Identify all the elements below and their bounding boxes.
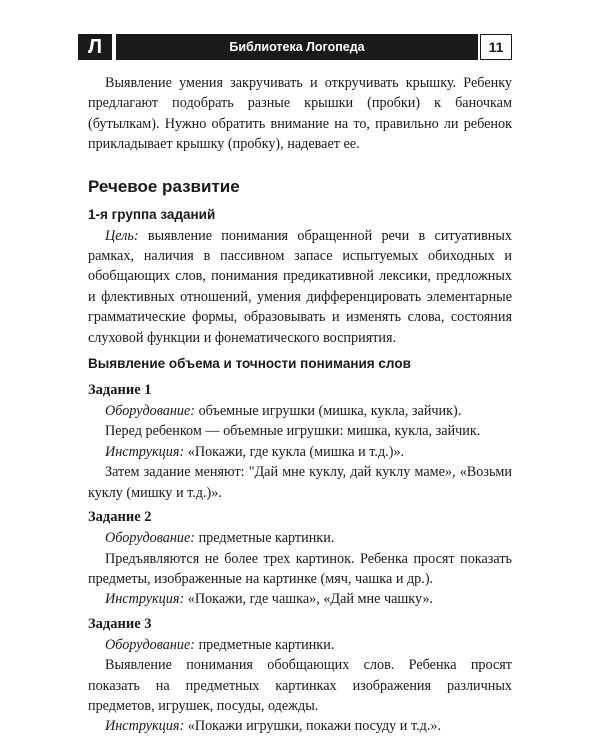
section-heading: Речевое развитие (88, 176, 240, 196)
task-1-variation: Затем задание меняют: "Дай мне куклу, дай куклу маме», «Возьми куклу (мишку и т.д.)». (88, 464, 512, 501)
equipment-text: предметные картинки. (195, 530, 335, 547)
task-1-instruction (88, 442, 512, 462)
equipment-text: объемные игрушки (мишка, кукла, зайчик). (195, 403, 462, 420)
goal-text: выявление понимания обращенной речи в ситуативных рамках, наличия в пассивном запасе испытуемых обиходных и обобщающих слов, понимания предикативной лексики, предложных и флективных отношений, умения дифференцировать элементарные грамматические формы, образовывать и изменять слова, состояния слуховой функции и фонематического восприятия. (88, 227, 512, 346)
group-heading: 1-я группа заданий (88, 206, 216, 222)
task-3-instruction (88, 716, 512, 736)
series-logo: Л (78, 34, 112, 60)
instruction-label: Инструкция: (105, 718, 185, 735)
goal-label: Цель: (105, 227, 139, 244)
equipment-label: Оборудование: (105, 636, 196, 653)
task-3-title: Задание 3 (88, 615, 152, 632)
task-1-description: Перед ребенком — объемные игрушки: мишка, кукла, зайчик. (105, 423, 481, 440)
intro-paragraph: Выявление умения закручивать и откручивать крышку. Ребенку предлагают подобрать разные крышки (пробки) к баночкам (бутылкам). Нужно обратить внимание на то, правильно ли ребенок прикладывает крышку (пробку), надевает ее. (88, 75, 512, 153)
task-2-description: Предъявляются не более трех картинок. Ребенка просят показать предметы, изображенные на картинке (мяч, чашка и др.). (88, 550, 512, 587)
goal-paragraph (88, 226, 512, 348)
instruction-text: «Покажи, где чашка», «Дай мне чашку». (184, 591, 434, 608)
running-header (78, 34, 510, 60)
equipment-label: Оборудование: (105, 530, 196, 547)
page-body (88, 73, 512, 737)
task-1-equipment (88, 401, 512, 421)
task-2-title: Задание 2 (88, 509, 152, 526)
subsection-heading: Выявление объема и точности понимания слов (88, 356, 411, 372)
task-2-instruction (88, 589, 512, 609)
series-title: Библиотека Логопеда (116, 34, 478, 60)
spacer (88, 155, 512, 175)
instruction-label: Инструкция: (105, 591, 185, 608)
task-2-equipment (88, 528, 512, 548)
equipment-text: предметные картинки. (195, 636, 335, 653)
task-3-equipment (88, 635, 512, 655)
instruction-label: Инструкция: (105, 443, 185, 460)
instruction-text: «Покажи игрушки, покажи посуду и т.д.». (184, 718, 442, 735)
page-number: 11 (480, 34, 512, 60)
task-1-title: Задание 1 (88, 382, 152, 399)
instruction-text: «Покажи, где кукла (мишка и т.д.)». (184, 443, 405, 460)
equipment-label: Оборудование: (105, 403, 196, 420)
task-3-description: Выявление понимания обобщающих слов. Ребенка просят показать на предметных картинках изображения различных предметов, игрушек, посуды, одежды. (88, 657, 512, 714)
